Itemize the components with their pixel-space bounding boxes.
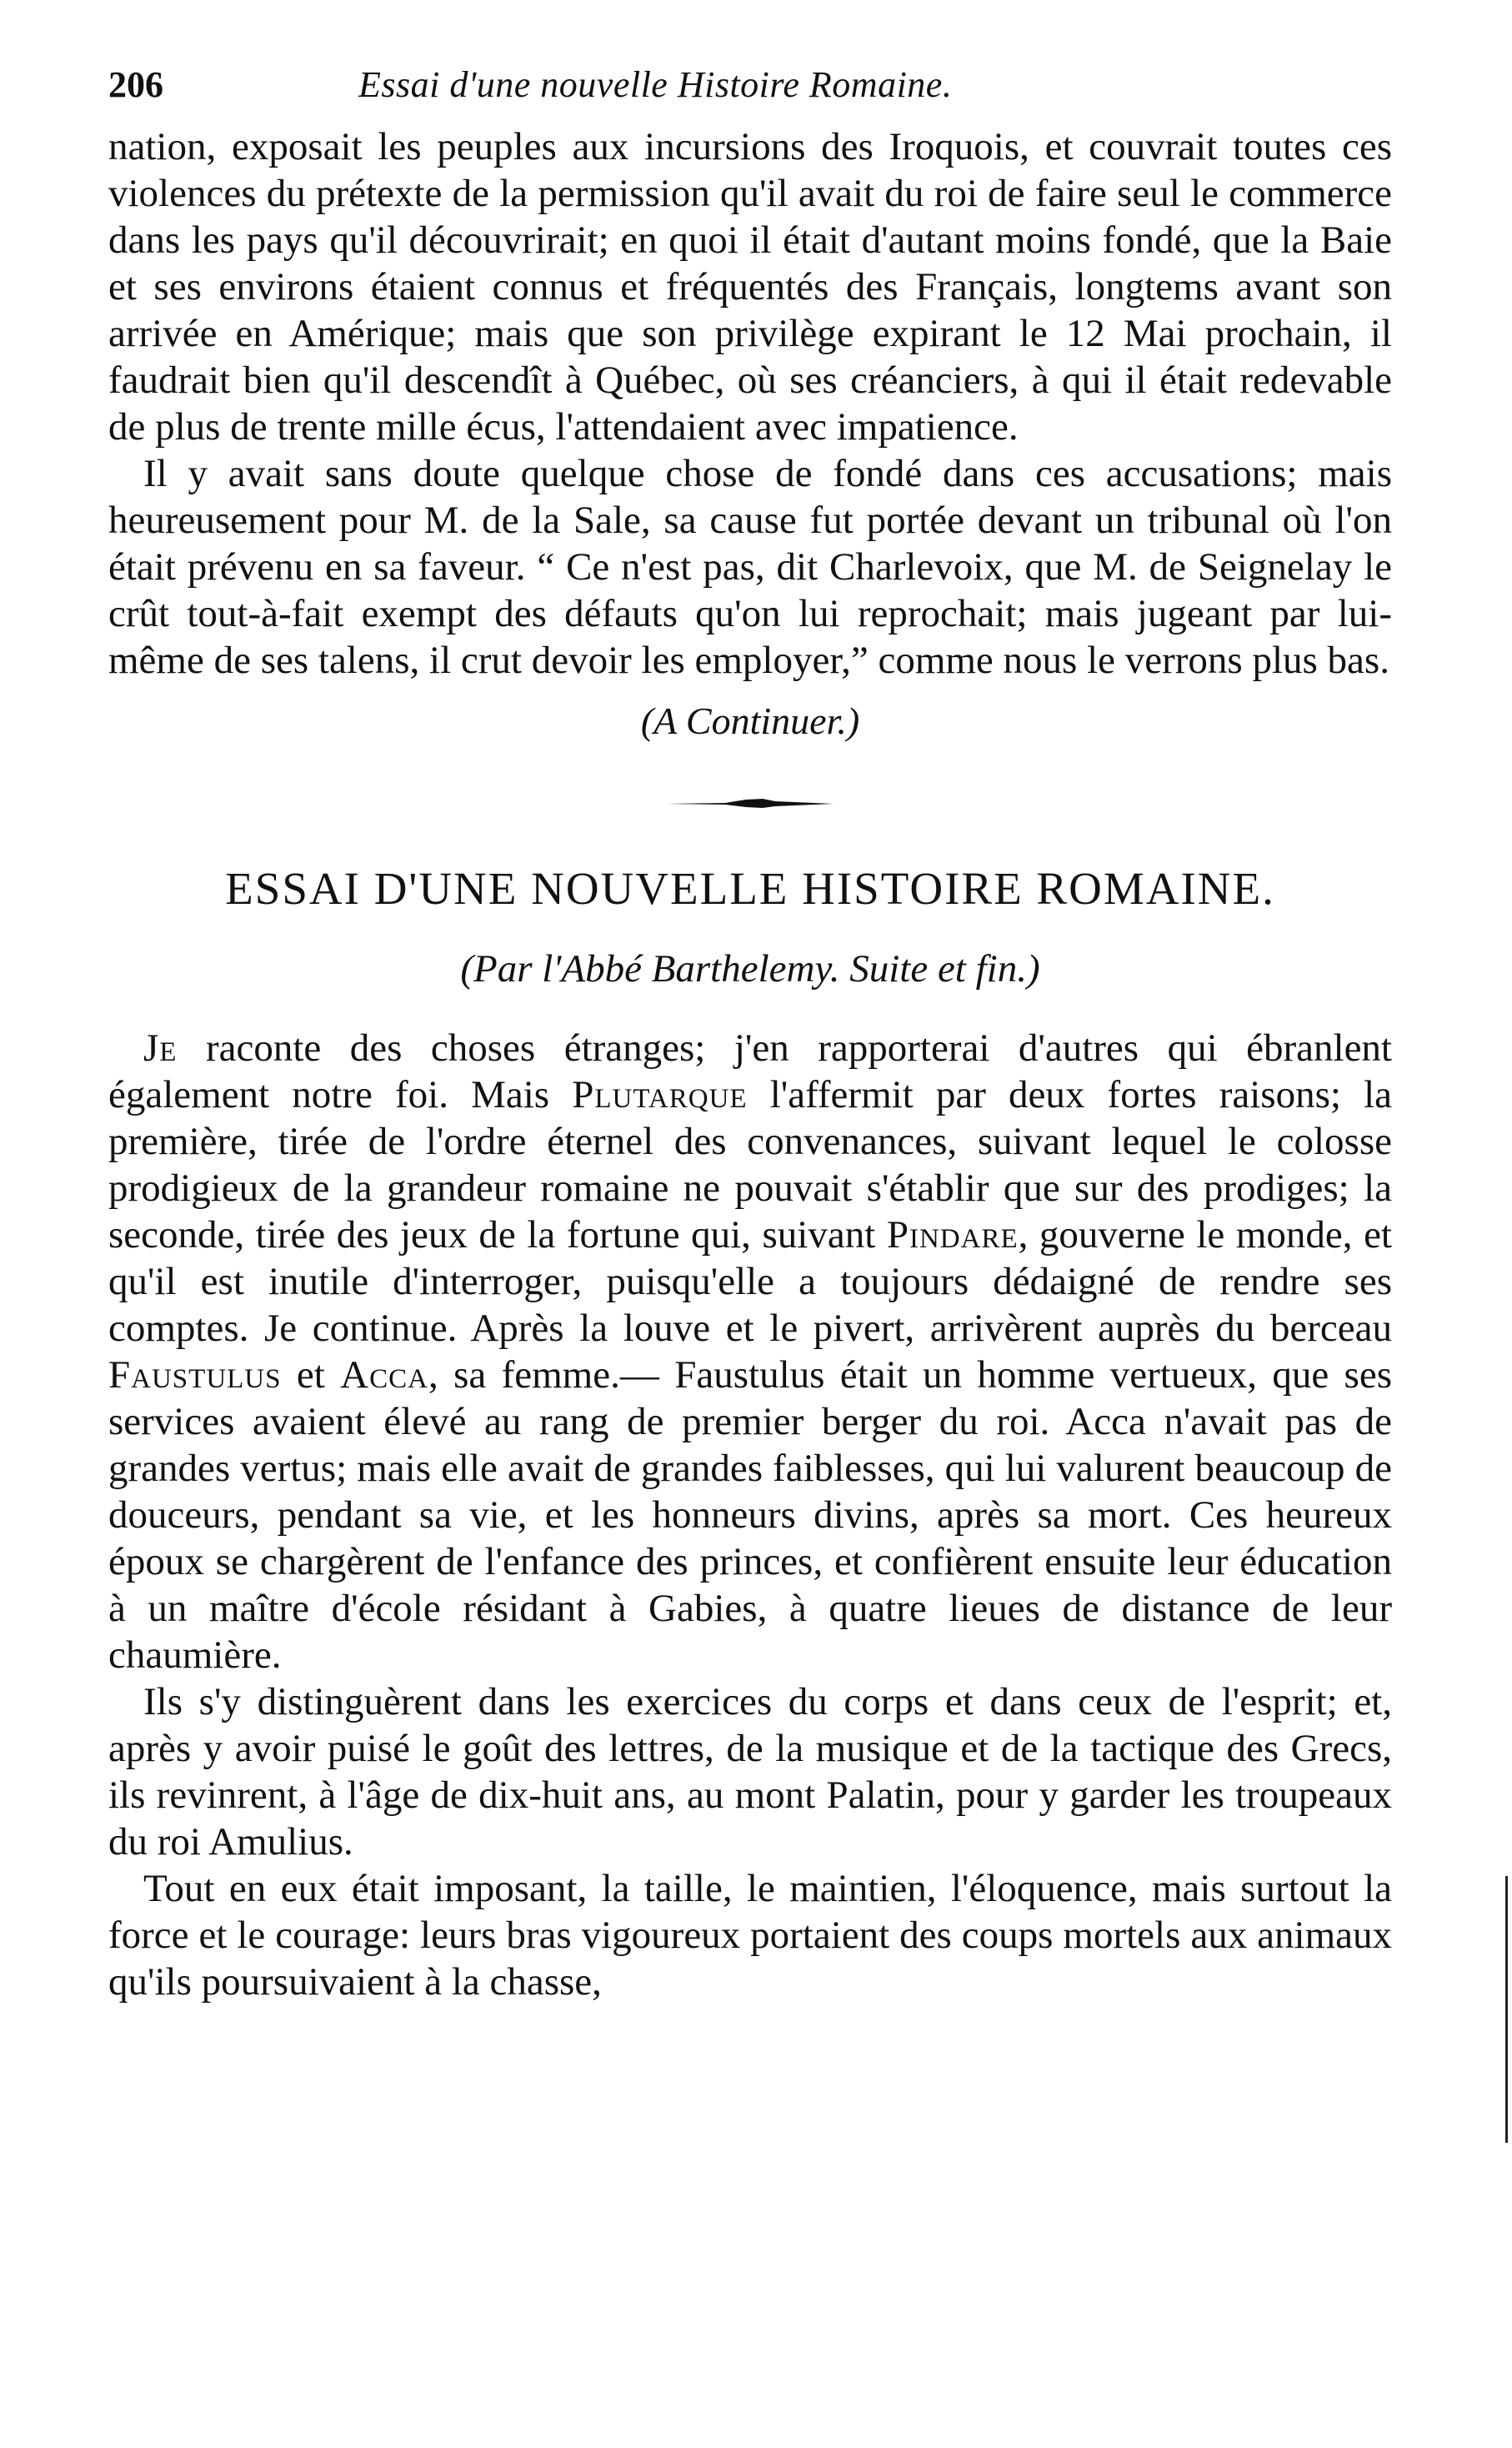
text-run: et (281, 1353, 341, 1397)
text-run: , gouverne le monde, et qu'il est inutile d'interroger, puisqu'elle a toujours dédaigné de rendre ses comptes. Je continue. Après la louve et le pivert, arrivèrent auprès du berceau (108, 1213, 1392, 1350)
name-pindare: Pindare (886, 1213, 1019, 1257)
paragraph: Il y avait sans doute quelque chose de fondé dans ces accusations; mais heureusement pour M. de la Sale, sa cause fut portée devant un tribunal où l'on était prévenu en sa faveur. “ Ce n'est pas, dit Charlevoix, que M. de Seignelay le crût tout-à-fait exempt des défauts qu'on lui reprochait; mais jugeant par lui-même de ses talens, il crut devoir les employer,” comme nous le verrons plus bas. (108, 452, 1392, 682)
text-run: , sa femme.— Faustulus était un homme vertueux, que ses services avaient élevé au rang de premier berger du roi. Acca n'avait pas de grandes vertus; mais elle avait de grandes faiblesses, qui lui valurent beaucoup de douceurs, pendant sa vie, et les honneurs divins, après sa mort. Ces heureux époux se chargèrent de l'enfance des princes, et confièrent ensuite leur éducation à un maître d'école résidant à Gabies, à quatre lieues de distance de leur chaumière. (108, 1353, 1393, 1677)
article-title: ESSAI D'UNE NOUVELLE HISTOIRE ROMAINE. (225, 863, 1275, 914)
name-plutarque: Plutarque (572, 1073, 748, 1116)
page-number: 206 (108, 64, 163, 105)
article-subtitle: (Par l'Abbé Barthelemy. Suite et fin.) (460, 947, 1040, 991)
paragraph: Tout en eux était imposant, la taille, le maintien, l'éloquence, mais surtout la force et le courage: leurs bras vigoureux portaient des coups mortels aux animaux qu'ils poursuivaient à la chasse, (108, 1867, 1392, 2004)
name-acca: Acca (340, 1353, 428, 1397)
continue-note: (A Continuer.) (640, 700, 860, 742)
paragraph: Ils s'y distinguèrent dans les exercices du corps et dans ceux de l'esprit; et, après y avoir puisé le goût des lettres, de la musique et de la tactique des Grecs, ils revinrent, à l'âge de dix-huit ans, au mont Palatin, pour y garder les troupeaux du roi Amulius. (108, 1680, 1392, 1864)
running-title: Essai d'une nouvelle Histoire Romaine. (358, 64, 953, 105)
text-run: l'affermit par deux fortes raisons; la première, tirée de l'ordre éternel des convenances, suivant lequel le colosse prodigieux de la grandeur romaine ne pouvait s'établir que sur des prodiges; la seconde, tirée des jeux de la fortune qui, suivant (108, 1073, 1392, 1257)
article-body (108, 1025, 1392, 2005)
paragraph (108, 1025, 1392, 1678)
paragraph: nation, exposait les peuples aux incursions des Iroquois, et couvrait toutes ces violences du prétexte de la permission qu'il avait du roi de faire seul le commerce dans les pays qu'il découvrirait; en quoi il était d'autant moins fondé, que la Baie et ses environs étaient connus et fréquentés des Français, longtems avant son arrivée en Amérique; mais que son privilège expirant le 12 Mai prochain, il faudrait bien qu'il descendît à Québec, où ses créanciers, à qui il était redevable de plus de trente mille écus, l'attendaient avec impatience. (108, 125, 1392, 449)
page-edge-rule (1505, 1876, 1508, 2143)
text-run: raconte des choses étranges; j'en rapporterai d'autres qui ébranlent également notre foi. Mais (108, 1026, 1392, 1116)
ornamental-separator (667, 795, 834, 812)
drop-cap-word: Je (143, 1026, 178, 1070)
running-head (108, 50, 1392, 117)
continuation-section (108, 123, 1392, 745)
name-faustulus: Faustulus (108, 1353, 282, 1397)
document-page (108, 50, 1392, 2005)
